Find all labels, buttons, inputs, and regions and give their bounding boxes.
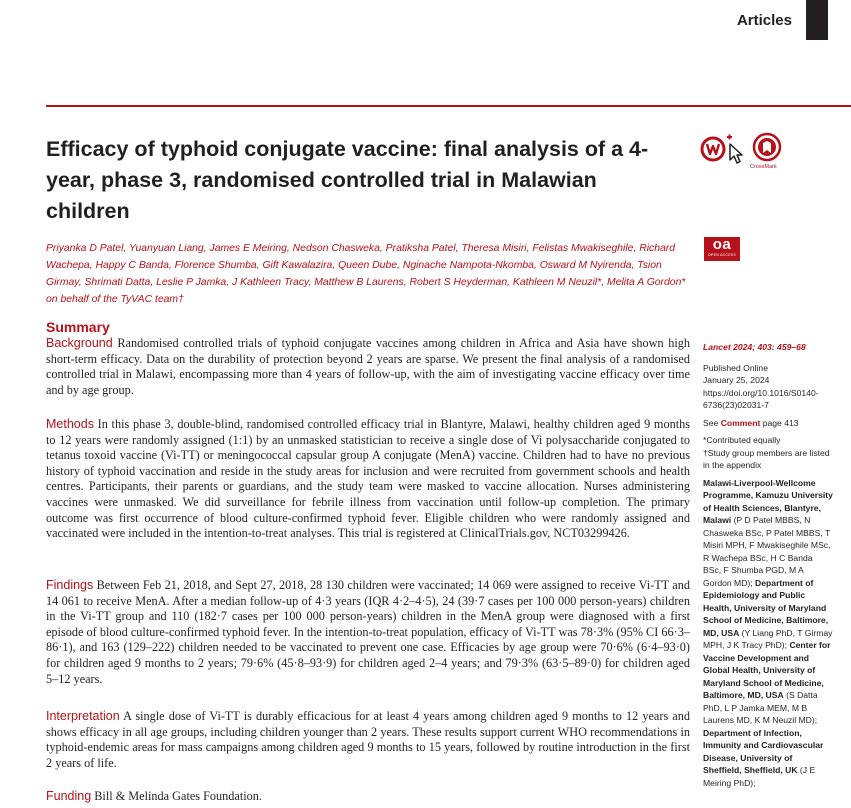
section-label: Articles	[736, 12, 792, 29]
author: Priyanka D Patel ,	[46, 243, 129, 254]
crossmark-label: CrossMark	[750, 164, 777, 170]
crossmark-icon[interactable]	[752, 132, 782, 166]
affiliation-people: (S Datta PhD, L P Jamka MEM, M B Laurens MD, K M Neuzil MD);	[703, 690, 818, 725]
background-label: Background	[46, 336, 113, 350]
interpretation-section	[46, 709, 690, 771]
author: Osward M Nyirenda ,	[540, 260, 638, 271]
doi-link[interactable]: https://doi.org/10.1016/S0140-6736(23)02031-7	[703, 387, 819, 410]
affiliation-people: (Y Liang PhD, T Girmay MPH, J K Tracy PhD);	[703, 627, 833, 650]
published-online-label: Published Online	[703, 362, 768, 373]
author-list	[46, 240, 694, 308]
oa-subtext: OPEN ACCESS	[708, 253, 736, 257]
author: Matthew B Laurens ,	[314, 277, 409, 288]
sidebar	[703, 341, 833, 789]
interpretation-text: A single dose of Vi-TT is durably efficacious for at least 4 years among children aged 9 months to 12 years and shows efficacy in all age groups, including children younger than 2 years. These results support current WHO recommendations in typhoid-endemic areas for mass campaigns among children aged 9 months to 15 years, followed by routine introduction in the first 2 years of life.	[46, 709, 690, 770]
methods-section	[46, 417, 690, 542]
comment-link[interactable]: Comment	[720, 417, 761, 428]
author: Nginache Nampota-Nkomba ,	[403, 260, 540, 271]
author: Gift Kawalazira ,	[262, 260, 338, 271]
affiliation-people: (J E Meiring PhD);	[703, 765, 816, 788]
findings-text: Between Feb 21, 2018, and Sept 27, 2018, 28 130 children were vaccinated; 14 069 were assigned to receive Vi-TT and 14 061 to receive MenA. After a median follow-up of 4·3 years (IQR 4·2–4·5), 24 (39·7 cases per 100 000 person-years) children in the Vi-TT group and 110 (182·7 cases per 100 000 person-years) children in the MenA group were diagnosed with a first episode of blood culture-confirmed typhoid fever. In the intention-to-treat population, efficacy of Vi-TT was 78·3% (95% CI 66·3–86·1), and 163 (129–222) children needed to be vaccinated to prevent one case. Efficacies by age group were 70·6% (6·4–93·0) for children aged 9 months to 2 years; 79·6% (45·8–93·9) for children aged 2–4 years; and 79·3% (63·5–89·0) for children aged 5–12 years.	[46, 578, 690, 686]
summary-heading: Summary	[46, 319, 110, 335]
publication-info	[703, 362, 833, 412]
funding-text: Bill & Melinda Gates Foundation.	[91, 789, 262, 803]
author: Shrimati Datta ,	[85, 277, 157, 288]
author: James E Meiring ,	[210, 243, 293, 254]
see-comment	[703, 417, 833, 430]
affiliation-name: Center for Vaccine Development and Global Health, University of Maryland School of Medicine, Baltimore, MD, USA	[703, 640, 831, 700]
oa-text: oa	[712, 236, 732, 253]
publication-date: January 25, 2024	[703, 375, 770, 385]
contributed-equally-note: *Contributed equally	[703, 435, 781, 445]
team-note: †Study group members are listed in the appendix	[703, 447, 830, 470]
interpretation-label: Interpretation	[46, 709, 120, 723]
findings-label: Findings	[46, 578, 94, 592]
author: Florence Shumba ,	[175, 260, 263, 271]
funding-section	[46, 789, 690, 805]
author: Tsion Girmay ,	[46, 260, 662, 288]
methods-label: Methods	[46, 417, 94, 431]
affiliation-name: Malawi-Liverpool-Wellcome Programme, Kamuzu University of Health Sciences, Blantyre, Malawi	[703, 477, 833, 525]
author: Pratiksha Patel ,	[386, 243, 462, 254]
author: Melita A Gordon*	[607, 277, 686, 288]
author: Richard Wachepa ,	[46, 243, 675, 271]
background-text: Randomised controlled trials of typhoid conjugate vaccines among children in Africa and Asia have shown high short-term efficacy. Data on the durability of protection beyond 2 years are sparse. We present the final analysis of a randomised controlled trial in Malawi, encompassing more than 4 years of follow-up, with the aim of investigating vaccine efficacy over time and by age group.	[46, 336, 690, 397]
author: Happy C Banda ,	[96, 260, 175, 271]
author: Leslie P Jamka ,	[156, 277, 232, 288]
author: Kathleen M Neuzil* ,	[513, 277, 607, 288]
check-for-updates-icon[interactable]	[700, 132, 748, 166]
journal-citation: Lancet 2024; 403: 459–68	[703, 342, 806, 352]
see-prefix: See	[703, 417, 721, 428]
top-rule	[46, 105, 851, 107]
affiliation-name: Department of Infection, Immunity and Cardiovascular Disease, University of Sheffield, Sheffield, UK	[703, 727, 824, 775]
methods-text: In this phase 3, double-blind, randomised controlled efficacy trial in Blantyre, Malawi, healthy children aged 9 months to 12 years were randomly assigned (1:1) by an unmasked statistician to receive a single dose of Vi polysaccharide conjugated to tetanus toxoid vaccine (Vi-TT) or meningococcal capsular group A conjugate (MenA) vaccine. Children had to have no previous history of typhoid vaccination and reside in the study areas for inclusion and were recruited from government schools and health centres. Participants, their parents or guardians, and the study team were masked to vaccine allocation. Nurses administering vaccines were unmasked. We did surveillance for febrile illness from vaccination until follow-up completion. The primary outcome was first occurrence of blood culture-confirmed typhoid fever. Eligible children who were randomly assigned and vaccinated were included in the intention-to-treat analyses. This trial is registered at ClinicalTrials.gov, NCT03299426.	[46, 417, 690, 541]
author: Felistas Mwakiseghile ,	[532, 243, 639, 254]
funding-label: Funding	[46, 789, 92, 803]
author: J Kathleen Tracy ,	[232, 277, 314, 288]
author: Yuanyuan Liang ,	[129, 243, 210, 254]
corner-bar	[806, 0, 828, 40]
affiliations	[703, 477, 833, 790]
background-section	[46, 336, 690, 398]
badges	[700, 130, 790, 178]
author: Nedson Chasweka ,	[293, 243, 386, 254]
open-access-badge	[704, 237, 740, 261]
article-title: Efficacy of typhoid conjugate vaccine: final analysis of a 4-year, phase 3, randomised controlled trial in Malawian children	[46, 137, 649, 223]
author: Robert S Heyderman ,	[410, 277, 513, 288]
affiliation-people: (P D Patel MBBS, N Chasweka BSc, P Patel MBBS, T Misiri MPH, F Mwakiseghile MSc, R Wachepa BSc, H C Banda BSc, F Shumba PGD, M A Gordon MD);	[703, 515, 831, 588]
findings-section	[46, 578, 690, 687]
comment-page: page 413	[760, 417, 799, 428]
author: Theresa Misiri ,	[461, 243, 532, 254]
author-group-note: on behalf of the TyVAC team†	[46, 294, 184, 305]
author: Queen Dube ,	[338, 260, 403, 271]
affiliation-name: Department of Epidemiology and Public Health, University of Maryland School of Medicine, Baltimore, MD, USA	[703, 577, 829, 638]
